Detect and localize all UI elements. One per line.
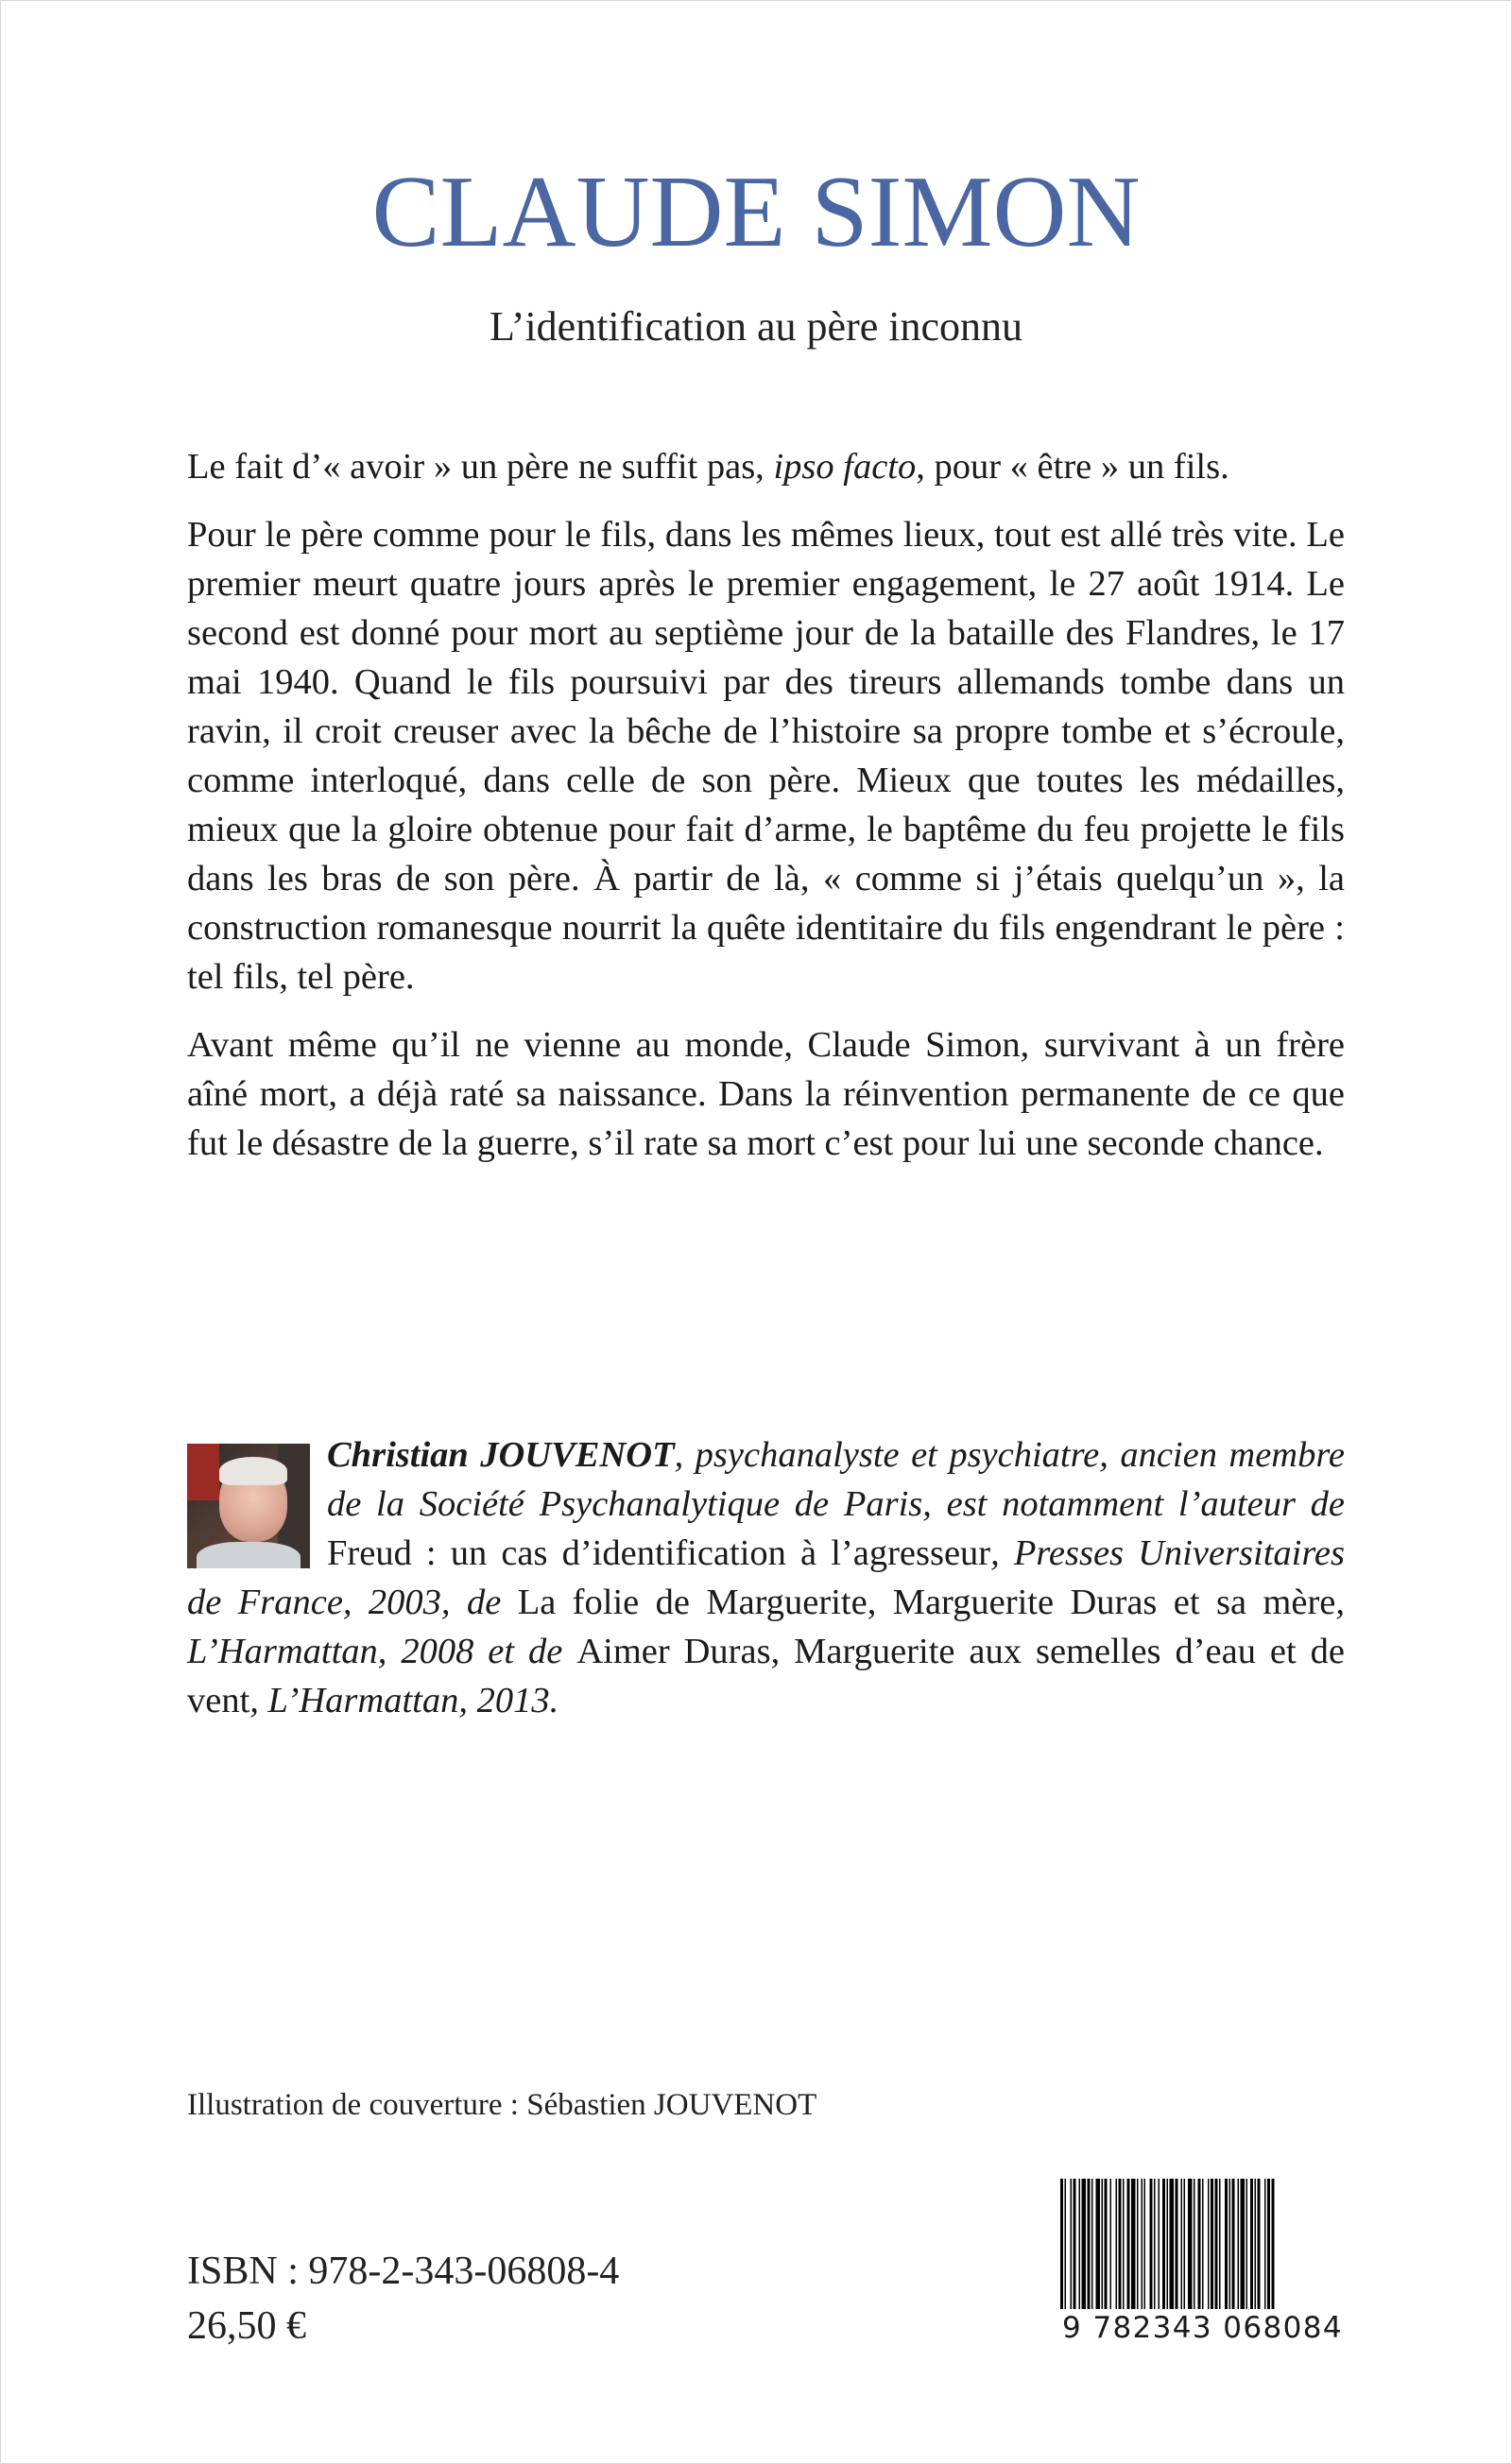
barcode-bars xyxy=(1058,2179,1347,2320)
summary-paragraph-2: Pour le père comme pour le fils, dans les mêmes lieux, tout est allé très vite. Le premier meurt quatre jours après le premier engagement, le 27 août 1914. Le second est donné pour mort au septième jour de la bataille des Flandres, le 17 mai 1940. Quand le fils poursuivi par des tireurs allemands tombe dans un ravin, il croit creuser avec la bêche de l’histoire sa propre tombe et s’écroule, comme interloqué, dans celle de son père. Mieux que toutes les médailles, mieux que la gloire obtenue pour fait d’arme, le baptême du feu projette le fils dans les bras de son père. À partir de là, « comme si j’étais quelqu’un », la construction romanesque nourrit la quête identitaire du fils engendrant le père : tel fils, tel père. xyxy=(187,515,1345,997)
summary-p1-end: , pour « être » un fils. xyxy=(916,447,1229,487)
author-bio-2: , Presses Universitaires de France, 2003, de xyxy=(187,1533,1345,1622)
illustration-credit: Illustration de couverture : Sébastien JOUVENOT xyxy=(187,2088,817,2122)
author-photo xyxy=(187,1444,310,1568)
barcode xyxy=(1058,2179,1347,2353)
author-bio-1: , psychanalyste et psychiatre, ancien membre de la Société Psychanalytique de Paris, est notamment l’auteur de xyxy=(327,1435,1345,1524)
barcode-digits: 9 782343 068084 xyxy=(1058,2309,1347,2347)
author-bio-3: , L’Harmattan, 2008 et de xyxy=(187,1583,1345,1671)
author-book-3: Aimer Duras, Marguerite aux semelles d’eau et de vent xyxy=(187,1632,1345,1720)
summary-p1-latin: ipso facto xyxy=(773,447,917,487)
author-name: Christian JOUVENOT xyxy=(327,1435,675,1475)
summary-p1-start: Le fait d’« avoir » un père ne suffit pas, xyxy=(187,447,774,487)
summary-paragraph-1 xyxy=(187,442,1345,491)
author-biography xyxy=(187,1430,1345,1725)
author-book-1: Freud : un cas d’identification à l’agresseur xyxy=(327,1533,991,1573)
price: 26,50 € xyxy=(187,2304,306,2348)
author-bio-4: , L’Harmattan, 2013. xyxy=(249,1681,559,1720)
book-subtitle: L’identification au père inconnu xyxy=(489,303,1023,350)
book-title: CLAUDE SIMON xyxy=(371,156,1141,268)
author-book-2: La folie de Marguerite, Marguerite Duras et sa mère xyxy=(517,1583,1336,1622)
isbn: ISBN : 978-2-343-06808-4 xyxy=(187,2250,620,2293)
summary-paragraph-3: Avant même qu’il ne vienne au monde, Claude Simon, survivant à un frère aîné mort, a déjà raté sa naissance. Dans la réinvention permanente de ce que fut le désastre de la guerre, s’il rate sa mort c’est pour lui une seconde chance. xyxy=(187,1025,1345,1163)
back-cover-summary xyxy=(187,442,1345,1187)
